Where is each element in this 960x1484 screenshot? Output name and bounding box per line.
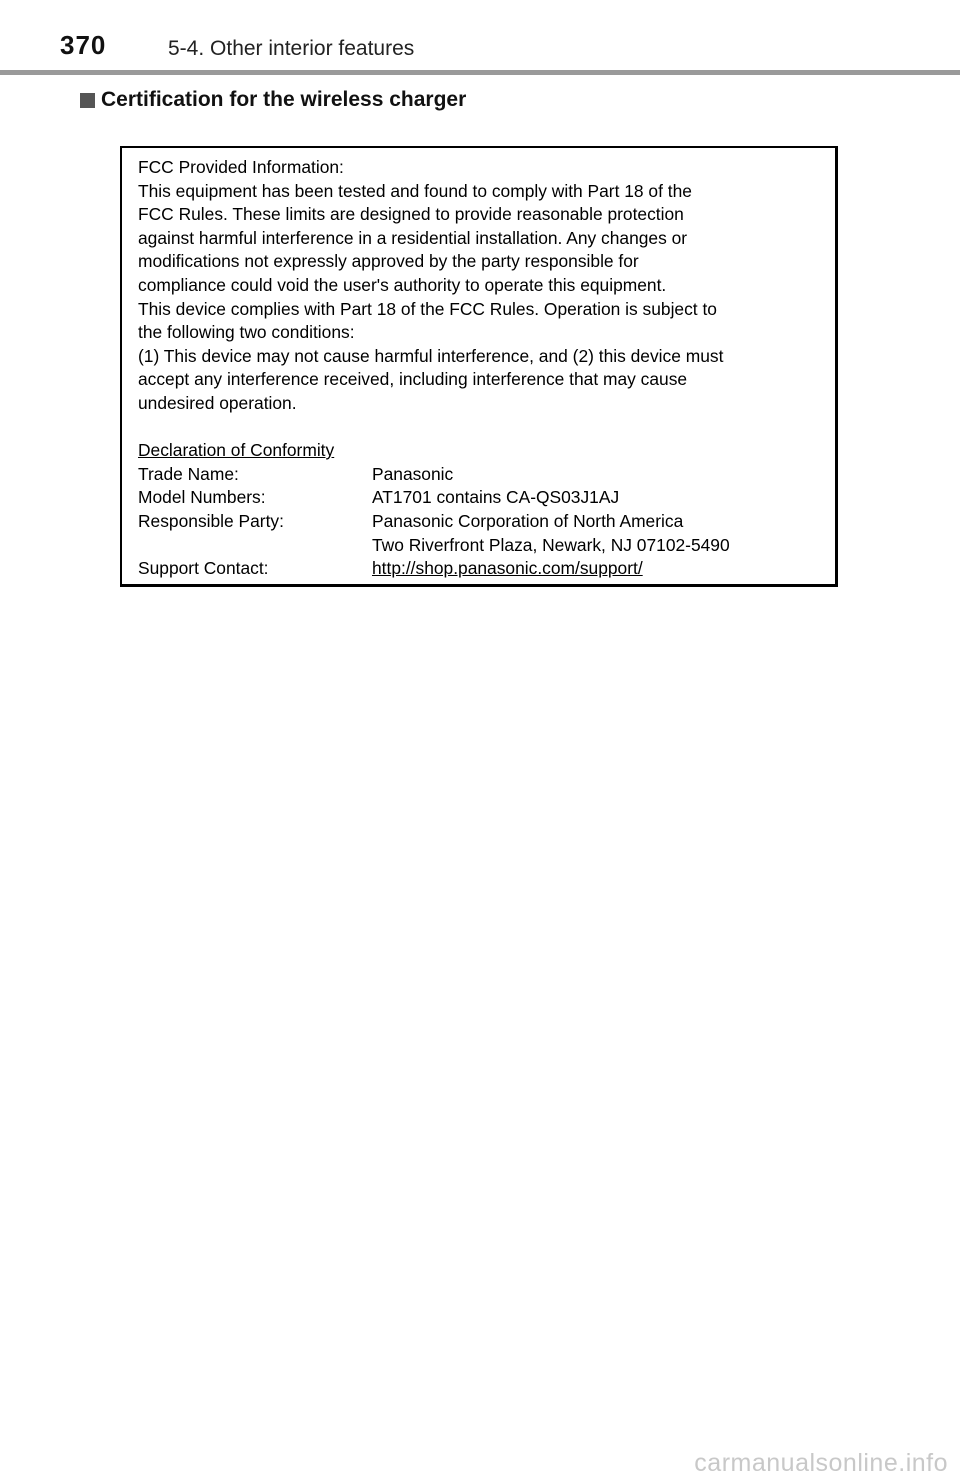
declaration-title: Declaration of Conformity: [138, 440, 335, 461]
subheading-text: Certification for the wireless charger: [101, 88, 467, 111]
party-label: Responsible Party:: [138, 510, 284, 531]
page-number: 370: [60, 30, 107, 60]
page-header: [0, 0, 960, 76]
party-address-label-spacer: [138, 534, 372, 558]
square-bullet-icon: [80, 93, 95, 108]
fcc-line: compliance could void the user's authority to operate this equipment.: [138, 274, 667, 295]
fcc-line: modifications not expressly approved by the party responsible for: [138, 251, 639, 272]
fcc-line: This equipment has been tested and found to comply with Part 18 of the: [138, 180, 692, 201]
declaration-row-trade-name: [138, 463, 828, 487]
fcc-text: [138, 156, 828, 581]
subheading: [80, 88, 466, 112]
fcc-line: (1) This device may not cause harmful interference, and (2) this device must: [138, 345, 724, 366]
fcc-line: against harmful interference in a residential installation. Any changes or: [138, 227, 688, 248]
trade-name-value: Panasonic: [372, 463, 454, 484]
fcc-information-box: [120, 146, 838, 587]
fcc-line: accept any interference received, including interference that may cause: [138, 369, 688, 390]
fcc-spacer: [138, 416, 828, 440]
declaration-row-party: [138, 510, 828, 534]
party-address-value: Two Riverfront Plaza, Newark, NJ 07102-5490: [372, 534, 730, 555]
fcc-line: FCC Provided Information:: [138, 157, 344, 177]
fcc-line: the following two conditions:: [138, 322, 355, 343]
support-label: Support Contact:: [138, 558, 269, 579]
support-link[interactable]: http://shop.panasonic.com/support/: [372, 558, 643, 579]
fcc-line: undesired operation.: [138, 392, 297, 413]
declaration-row-model: [138, 486, 828, 510]
fcc-line: FCC Rules. These limits are designed to provide reasonable protection: [138, 204, 684, 225]
fcc-line: This device complies with Part 18 of the FCC Rules. Operation is subject to: [138, 298, 717, 319]
section-title: 5-4. Other interior features: [168, 37, 415, 60]
watermark: carmanualsonline.info: [694, 1449, 948, 1477]
party-value: Panasonic Corporation of North America: [372, 510, 684, 531]
declaration-row-support: [138, 557, 828, 581]
header-rule: [0, 70, 960, 75]
trade-name-label: Trade Name:: [138, 463, 239, 484]
model-value: AT1701 contains CA-QS03J1AJ: [372, 487, 620, 508]
declaration-row-party-address: [138, 534, 828, 558]
model-label: Model Numbers:: [138, 487, 266, 508]
